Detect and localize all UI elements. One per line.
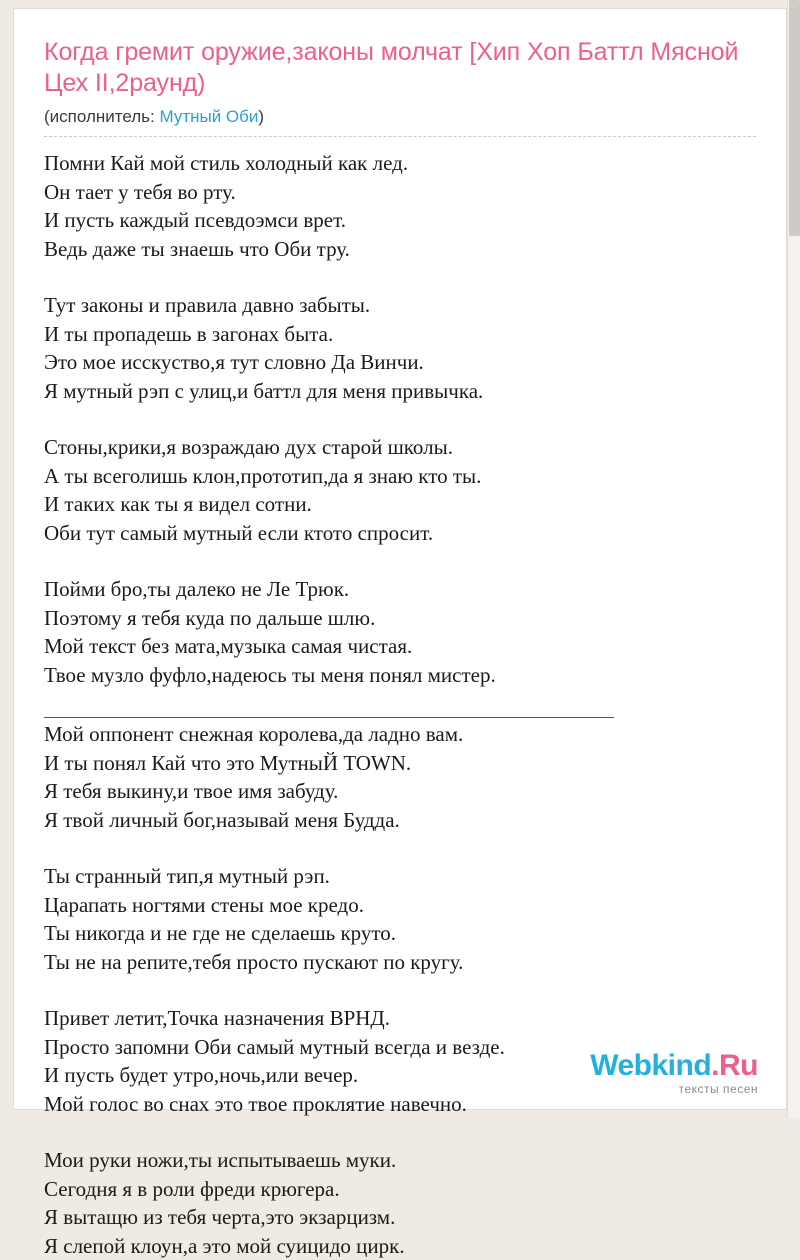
lyrics-line: Я мутный рэп с улиц,и баттл для меня привычка. [44, 377, 756, 406]
lyrics-line: И пусть будет утро,ночь,или вечер. [44, 1061, 756, 1090]
lyrics-line: Тут законы и правила давно забыты. [44, 291, 756, 320]
lyrics-line: Просто запомни Оби самый мутный всегда и везде. [44, 1033, 756, 1062]
lyrics-line: Это мое исскуство,я тут словно Да Винчи. [44, 348, 756, 377]
page-title: Когда гремит оружие,законы молчат [Хип Хоп Баттл Мясной Цех II,2раунд) [44, 37, 756, 99]
scrollbar-thumb[interactable] [789, 0, 800, 236]
lyrics-line: Я твой личный бог,называй меня Будда. [44, 806, 614, 835]
lyrics-line: Пойми бро,ты далеко не Ле Трюк. [44, 575, 756, 604]
logo-web-text: Web [590, 1049, 651, 1082]
lyrics-line: Царапать ногтями стены мое кредо. [44, 891, 756, 920]
performer-link[interactable]: Мутный Оби [159, 107, 258, 126]
lyrics-line: Стоны,крики,я возраждаю дух старой школы. [44, 433, 756, 462]
page-scrollbar[interactable] [787, 0, 800, 1118]
lyrics-line: И ты пропадешь в загонах быта. [44, 320, 756, 349]
lyrics-stanza [44, 291, 756, 405]
lyrics-line: Мой оппонент снежная королева,да ладно вам. [44, 720, 614, 749]
logo-ru-text: .Ru [711, 1049, 758, 1082]
lyrics-line: Сегодня я в роли фреди крюгера. [44, 1175, 756, 1204]
lyrics-line: И пусть каждый псевдоэмси врет. [44, 206, 756, 235]
lyrics-line: Ты никогда и не где не сделаешь круто. [44, 919, 756, 948]
lyrics-line: Твое музло фуфло,надеюсь ты меня понял мистер. [44, 661, 756, 690]
performer-suffix: ) [258, 107, 264, 126]
logo-kind-text: kind [652, 1049, 712, 1082]
lyrics-line: Оби тут самый мутный если ктото спросит. [44, 519, 756, 548]
site-logo[interactable] [590, 1051, 758, 1095]
logo-tagline: тексты песен [590, 1083, 758, 1095]
lyrics-line: Я вытащю из тебя черта,это экзарцизм. [44, 1203, 756, 1232]
lyrics-line: Он тает у тебя во рту. [44, 178, 756, 207]
lyrics-line: Ты не на репите,тебя просто пускают по кругу. [44, 948, 756, 977]
lyrics-stanza [44, 717, 614, 834]
lyrics-stanza [44, 149, 756, 263]
performer-line [44, 107, 756, 137]
lyrics-stanza [44, 1146, 756, 1260]
lyrics-line: Привет летит,Точка назначения ВРНД. [44, 1004, 756, 1033]
lyrics-line: Я слепой клоун,а это мой суицидо цирк. [44, 1232, 756, 1260]
lyrics-line: Ты странный тип,я мутный рэп. [44, 862, 756, 891]
logo-wordmark [590, 1051, 758, 1081]
lyrics-stanza [44, 433, 756, 547]
lyrics-line: Мой голос во снах это твое проклятие навечно. [44, 1090, 756, 1119]
lyrics-line: И ты понял Кай что это МутныЙ TOWN. [44, 749, 614, 778]
lyrics-line: Мой текст без мата,музыка самая чистая. [44, 632, 756, 661]
lyrics-line: И таких как ты я видел сотни. [44, 490, 756, 519]
lyrics-line: Помни Кай мой стиль холодный как лед. [44, 149, 756, 178]
lyrics-stanza [44, 862, 756, 976]
lyrics-sheet [13, 8, 787, 1110]
lyrics-line: Мои руки ножи,ты испытываешь муки. [44, 1146, 756, 1175]
performer-prefix: (исполнитель: [44, 107, 159, 126]
lyrics-line: Поэтому я тебя куда по дальше шлю. [44, 604, 756, 633]
lyrics-line: А ты всеголишь клон,прототип,да я знаю кто ты. [44, 462, 756, 491]
lyrics-line: Я тебя выкину,и твое имя забуду. [44, 777, 614, 806]
lyrics-line: Ведь даже ты знаешь что Оби тру. [44, 235, 756, 264]
lyrics-stanza [44, 575, 756, 689]
